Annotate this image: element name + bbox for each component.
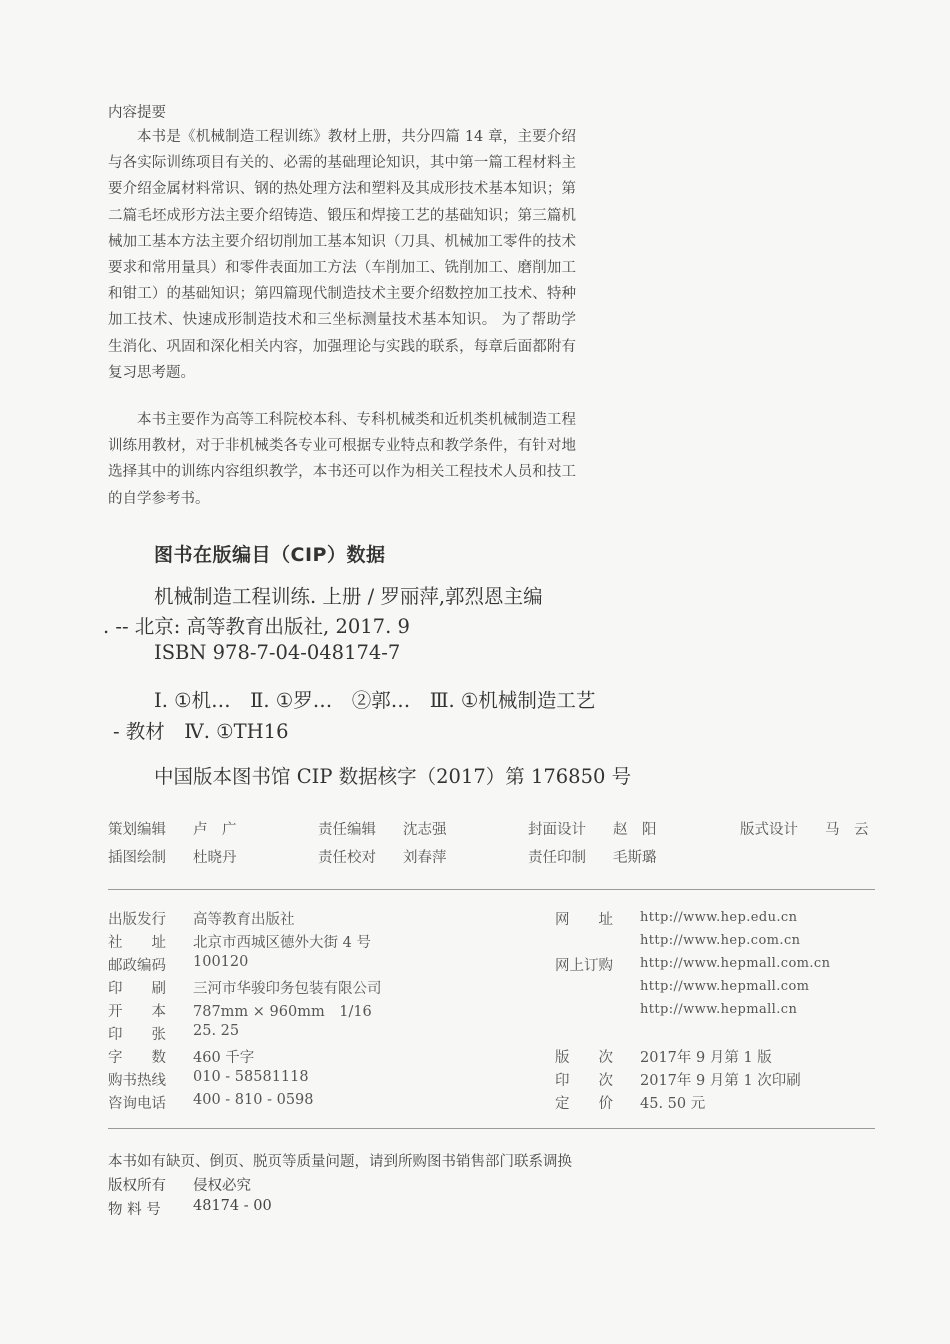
- publisher-value: 高等教育出版社: [193, 912, 295, 928]
- edition-label: 版 次: [555, 1050, 613, 1066]
- copyright-label: 版权所有: [108, 1178, 166, 1194]
- cip-book-title: 机械制造工程训练. 上册 / 罗丽萍,郭烈恩主编: [154, 585, 543, 608]
- format-value: 787mm × 960mm 1/16: [193, 1004, 372, 1020]
- summary-paragraph-1: [108, 124, 576, 386]
- material-number-value: 48174 - 00: [193, 1198, 272, 1214]
- sheets-value: 25. 25: [193, 1023, 240, 1039]
- planning-editor-label: 策划编辑: [108, 822, 166, 838]
- postcode-value: 100120: [193, 954, 249, 970]
- cover-design-value: 赵 阳: [613, 822, 657, 838]
- cip-classification-1: Ⅰ. ①机… Ⅱ. ①罗… ②郭… Ⅲ. ①机械制造工艺: [154, 689, 596, 712]
- responsible-editor-value: 沈志强: [403, 822, 447, 838]
- address-value: 北京市西城区德外大街 4 号: [193, 935, 371, 951]
- price-value: 45. 50 元: [640, 1096, 706, 1112]
- print-supervisor-value: 毛斯璐: [613, 850, 657, 866]
- summary-paragraph-1-text: 本书是《机械制造工程训练》教材上册，共分四篇 14 章，主要介绍与各实际训练项目有关的、必需的基础理论知识，其中第一篇工程材料主要介绍金属材料常识、钢的热处理方法和塑料及其成形技术基本知识；第二篇毛坯成形方法主要介绍铸造、锻压和焊接工艺的基础知识；第三篇机械加工基本方法主要介绍切削加工基本知识（刀具、机械加工零件的技术要求和常用量具）和零件表面加工方法（车削加工、铣削加工、磨削加工和钳工）的基础知识；第四篇现代制造技术主要介绍数控加工技术、特种加工技术、快速成形制造技术和三坐标测量技术基本知识。 为了帮助学生消化、巩固和深化相关内容，加强理论与实践的联系，每章后面都附有复习思考题。: [108, 129, 576, 381]
- cip-isbn: ISBN 978-7-04-048174-7: [154, 641, 401, 664]
- order-url-2[interactable]: http://www.hepmall.com: [640, 979, 810, 994]
- planning-editor-value: 卢 广: [193, 822, 237, 838]
- divider-bottom: [108, 1128, 875, 1129]
- cip-classification-2: - 教材 Ⅳ. ①TH16: [113, 720, 289, 743]
- illustration-value: 杜晓丹: [193, 850, 237, 866]
- order-url-1[interactable]: http://www.hepmall.com.cn: [640, 956, 831, 971]
- quality-notice: 本书如有缺页、倒页、脱页等质量问题，请到所购图书销售部门联系调换: [108, 1154, 572, 1170]
- postcode-label: 邮政编码: [108, 958, 166, 974]
- word-count-label: 字 数: [108, 1050, 166, 1066]
- online-order-label: 网上订购: [555, 958, 613, 974]
- print-supervisor-label: 责任印制: [528, 850, 586, 866]
- cover-design-label: 封面设计: [528, 822, 586, 838]
- publisher-label: 出版发行: [108, 912, 166, 928]
- cip-publisher-line: . -- 北京: 高等教育出版社, 2017. 9: [103, 615, 410, 638]
- divider-top: [108, 889, 875, 890]
- order-url-3[interactable]: http://www.hepmall.cn: [640, 1002, 798, 1017]
- word-count-value: 460 千字: [193, 1050, 255, 1066]
- layout-design-label: 版式设计: [740, 822, 798, 838]
- proofreader-value: 刘春萍: [403, 850, 447, 866]
- layout-design-value: 马 云: [825, 822, 869, 838]
- printing-label: 印 次: [555, 1073, 613, 1089]
- copyright-value: 侵权必究: [193, 1178, 251, 1194]
- printer-value: 三河市华骏印务包装有限公司: [193, 981, 382, 997]
- responsible-editor-label: 责任编辑: [318, 822, 376, 838]
- inquiry-phone-label: 咨询电话: [108, 1096, 166, 1112]
- website-url-1[interactable]: http://www.hep.edu.cn: [640, 910, 798, 925]
- cip-record-number: 中国版本图书馆 CIP 数据核字（2017）第 176850 号: [154, 765, 632, 788]
- website-url-2[interactable]: http://www.hep.com.cn: [640, 933, 801, 948]
- printing-value: 2017年 9 月第 1 次印刷: [640, 1073, 801, 1089]
- proofreader-label: 责任校对: [318, 850, 376, 866]
- website-label: 网 址: [555, 912, 613, 928]
- format-label: 开 本: [108, 1004, 166, 1020]
- hotline-value: 010 - 58581118: [193, 1069, 309, 1085]
- inquiry-phone-value: 400 - 810 - 0598: [193, 1092, 314, 1108]
- hotline-label: 购书热线: [108, 1073, 166, 1089]
- illustration-label: 插图绘制: [108, 850, 166, 866]
- cip-title: 图书在版编目（CIP）数据: [154, 544, 386, 566]
- material-number-label: 物 料 号: [108, 1202, 161, 1218]
- printer-label: 印 刷: [108, 981, 166, 997]
- price-label: 定 价: [555, 1096, 613, 1112]
- summary-paragraph-2-text: 本书主要作为高等工科院校本科、专科机械类和近机类机械制造工程训练用教材，对于非机械类各专业可根据专业特点和教学条件，有针对地选择其中的训练内容组织教学，本书还可以作为相关工程技术人员和技工的自学参考书。: [108, 412, 576, 507]
- edition-value: 2017年 9 月第 1 版: [640, 1050, 772, 1066]
- address-label: 社 址: [108, 935, 166, 951]
- summary-title: 内容提要: [108, 105, 166, 121]
- sheets-label: 印 张: [108, 1027, 166, 1043]
- summary-paragraph-2: [108, 407, 576, 512]
